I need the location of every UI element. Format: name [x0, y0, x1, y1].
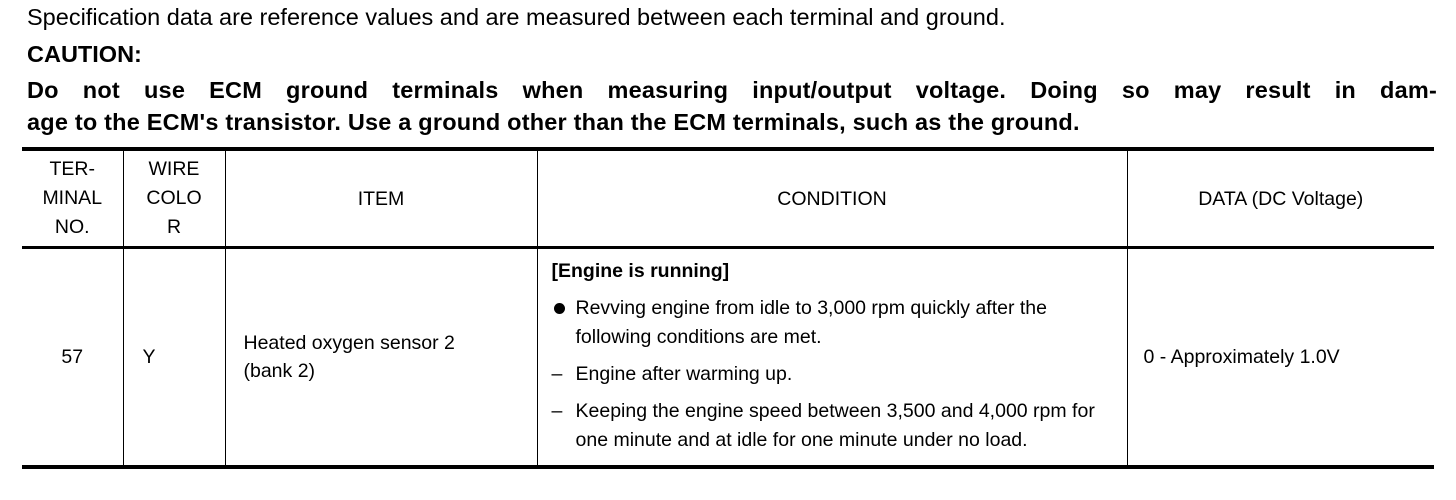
header-item: ITEM — [225, 149, 537, 248]
intro-text: Specification data are reference values and are measured between each terminal and ground. — [27, 4, 1006, 30]
header-terminal-line: MINAL — [42, 187, 103, 209]
bullet-icon — [554, 303, 565, 314]
caution-line-2: age to the ECM's transistor. Use a ground other than the ECM terminals, such as the ground. — [27, 109, 1080, 135]
dash-marker: – — [551, 400, 563, 422]
condition-item — [552, 397, 1115, 455]
caution-line-1: Do not use ECM ground terminals when measuring input/output voltage. Doing so may result in dam- — [27, 77, 1437, 103]
table-header — [22, 149, 1434, 248]
header-wire-line: R — [166, 216, 182, 238]
condition-text: Revving engine from idle to 3,000 rpm quickly after the following conditions are met. — [575, 297, 1047, 348]
dash-marker: – — [551, 363, 563, 385]
condition-text: Engine after warming up. — [575, 363, 793, 385]
header-wire-line: WIRE — [148, 158, 200, 180]
item-line: (bank 2) — [243, 360, 316, 382]
condition-item — [552, 294, 1115, 352]
cell-terminal-no: 57 — [22, 248, 123, 468]
header-terminal-line: NO. — [54, 216, 90, 238]
header-condition: CONDITION — [537, 149, 1127, 248]
header-wire-line: COLO — [146, 187, 202, 209]
condition-heading: [Engine is running] — [551, 260, 730, 282]
header-terminal-no — [22, 149, 123, 248]
cell-condition — [537, 248, 1127, 468]
header-terminal-line: TER- — [49, 158, 95, 180]
table-row — [22, 248, 1434, 468]
item-line: Heated oxygen sensor 2 — [243, 332, 455, 354]
cell-data-voltage: 0 - Approximately 1.0V — [1127, 248, 1434, 468]
cell-item — [225, 248, 537, 468]
caution-body — [27, 74, 1437, 138]
header-wire-color — [123, 149, 225, 248]
condition-item — [552, 360, 1115, 389]
caution-title: CAUTION: — [27, 41, 142, 67]
header-row — [22, 149, 1434, 248]
cell-wire-color: Y — [123, 248, 225, 468]
header-data: DATA (DC Voltage) — [1127, 149, 1434, 248]
condition-marker — [552, 294, 576, 323]
condition-text: Keeping the engine speed between 3,500 and 4,000 rpm for one minute and at idle for one minute under no load. — [575, 400, 1095, 451]
terminal-spec-table — [22, 147, 1434, 469]
